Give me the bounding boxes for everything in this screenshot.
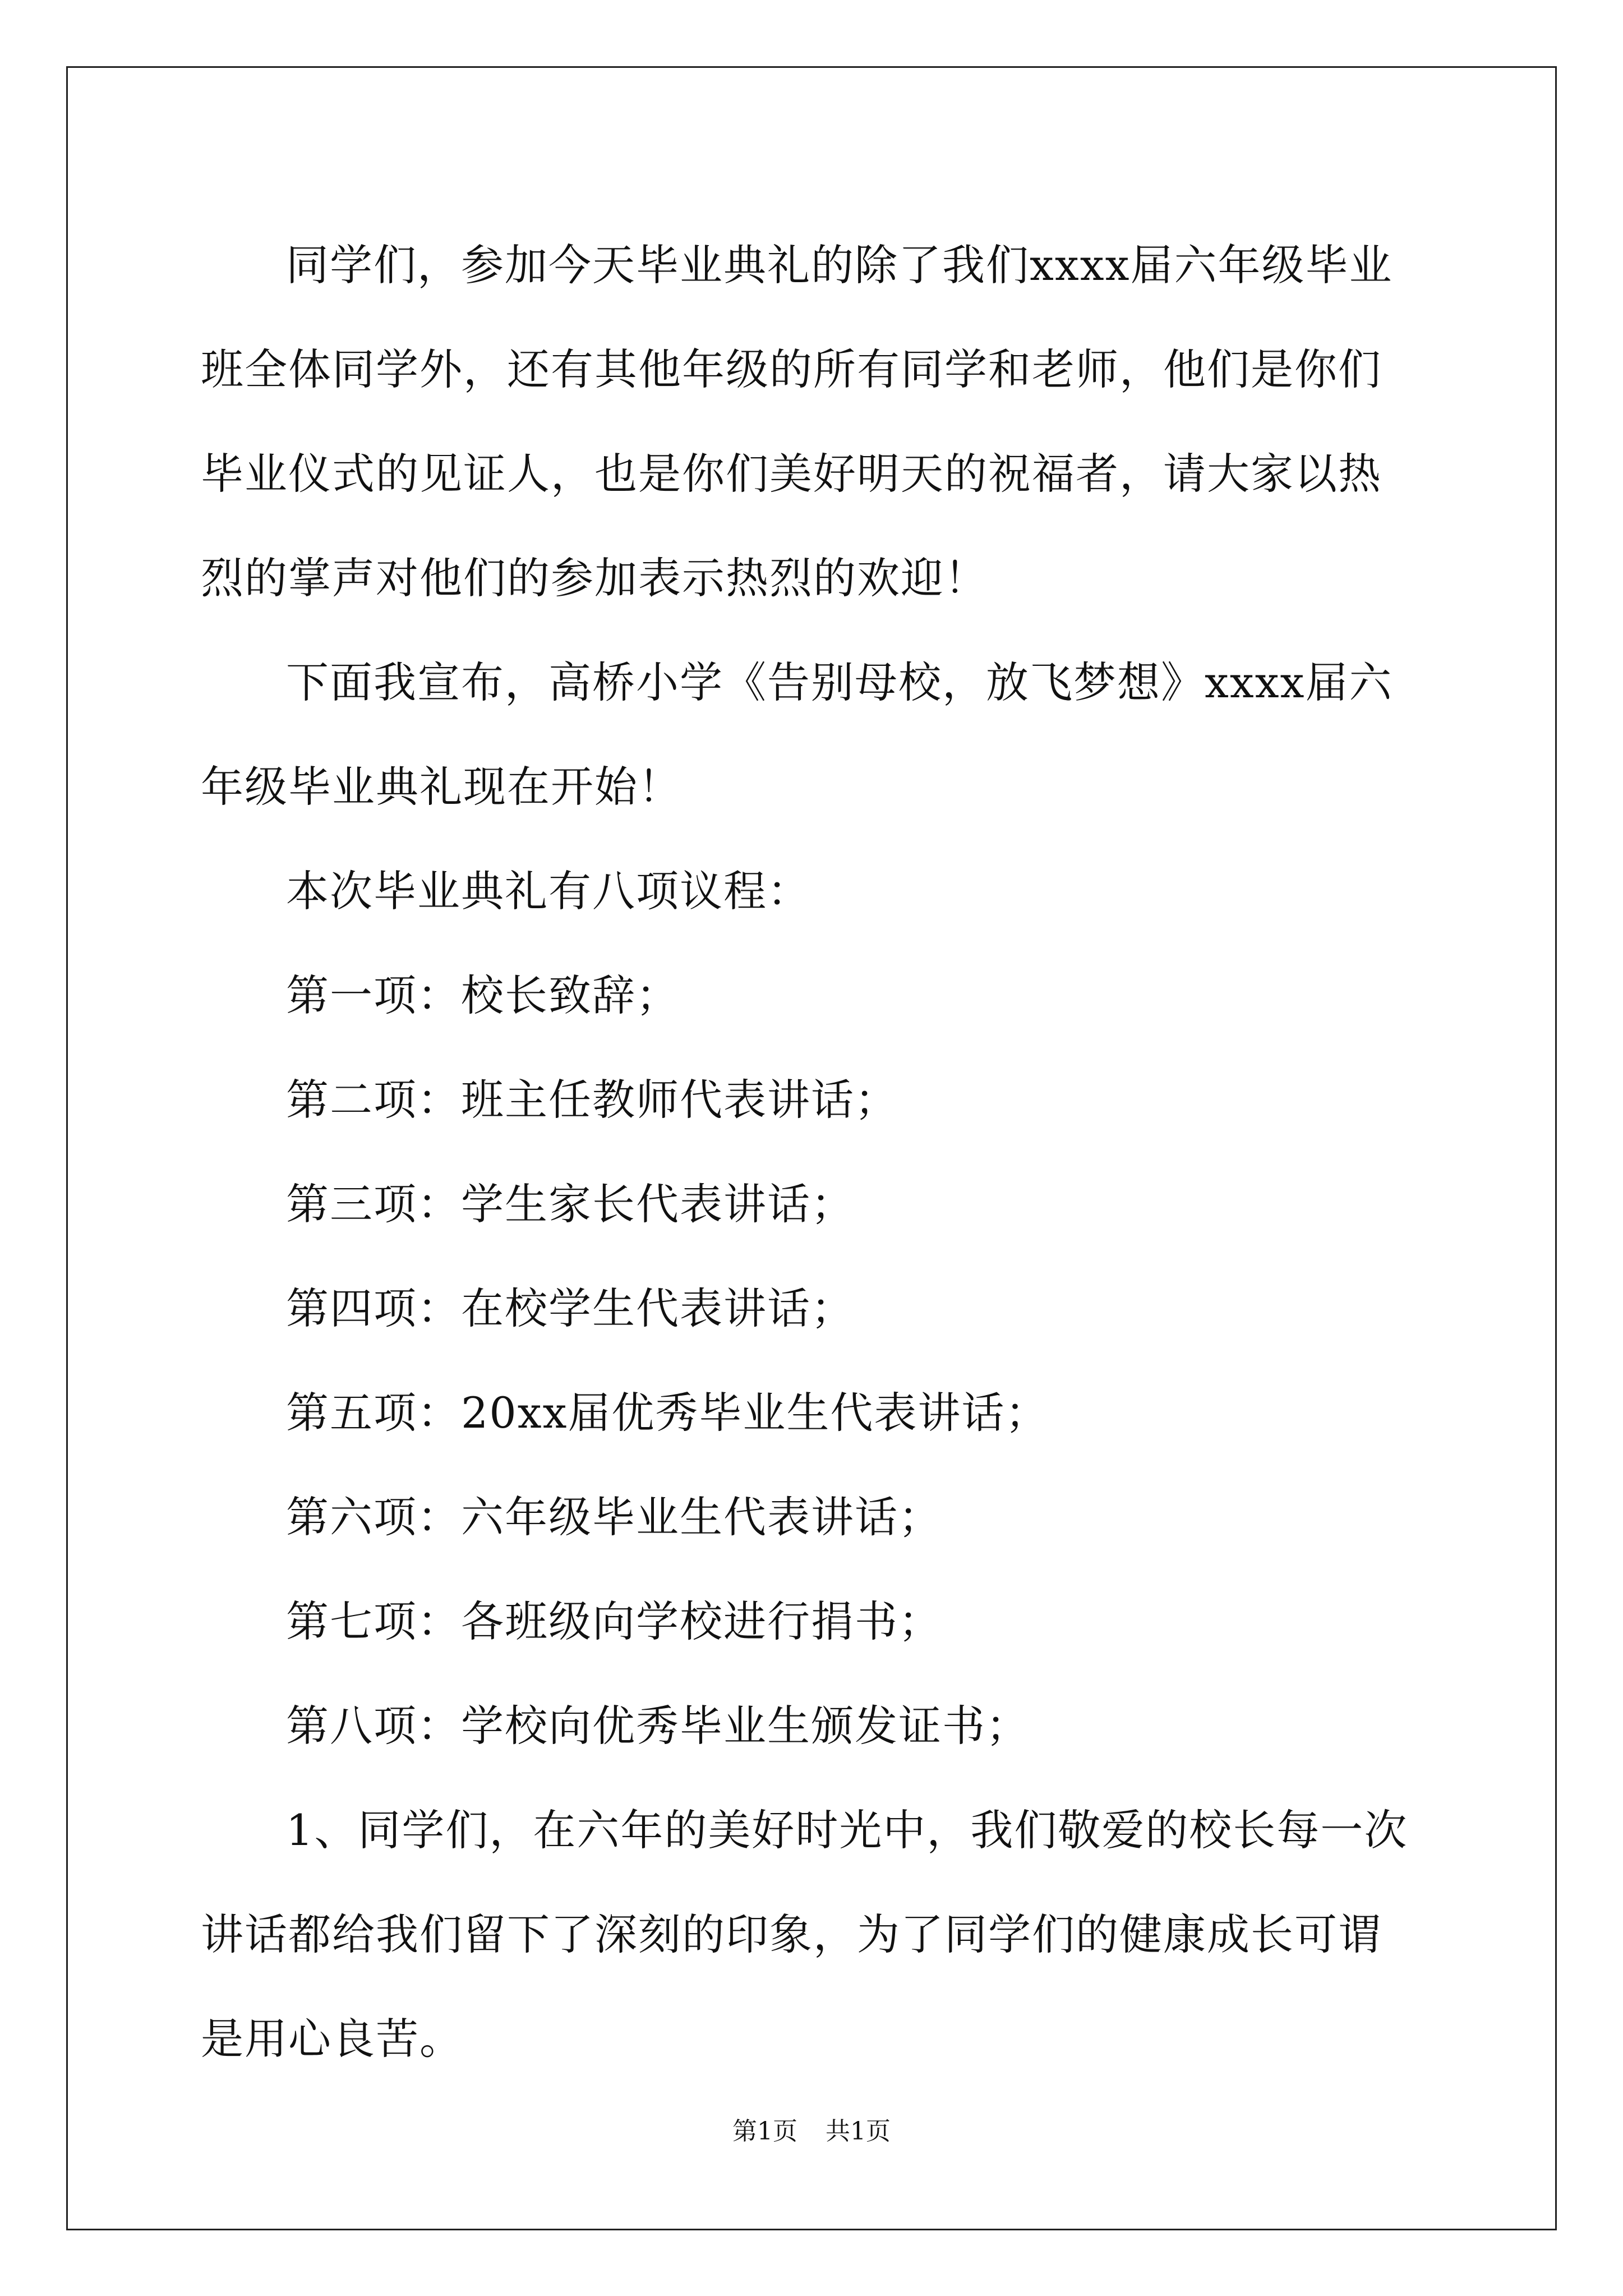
page-footer: [0, 2115, 1623, 2148]
agenda-item-4: 第四项：在校学生代表讲话；: [286, 1283, 855, 1333]
agenda-item-1: 第一项：校长致辞；: [286, 970, 680, 1020]
document-body: [201, 213, 1423, 2091]
agenda-item-7: 第七项：各班级向学校进行捐书；: [286, 1596, 942, 1646]
paragraph-announcement: 下面我宣布，高桥小学《告别母校，放飞梦想》xxxx届六年级毕业典礼现在开始！: [201, 657, 1393, 812]
agenda-item-5: 第五项：20xx届优秀毕业生代表讲话；: [286, 1388, 1049, 1438]
agenda-item-2: 第二项：班主任教师代表讲话；: [286, 1075, 898, 1125]
agenda-item-3: 第三项：学生家长代表讲话；: [286, 1179, 855, 1229]
page-number-current: 第1页: [732, 2117, 797, 2146]
paragraph-welcome: 同学们，参加今天毕业典礼的除了我们xxxx届六年级毕业班全体同学外，还有其他年级的所有同学和老师，他们是你们毕业仪式的见证人，也是你们美好明天的祝福者，请大家以热烈的掌声对他们的参加表示热烈的欢迎！: [201, 240, 1393, 603]
paragraph-agenda-intro: 本次毕业典礼有八项议程：: [286, 866, 811, 916]
agenda-item-8: 第八项：学校向优秀毕业生颁发证书；: [286, 1701, 1030, 1751]
agenda-item-6: 第六项：六年级毕业生代表讲话；: [286, 1492, 942, 1542]
paragraph-principal-intro: 1、同学们，在六年的美好时光中，我们敬爱的校长每一次讲话都给我们留下了深刻的印象，为了同学们的健康成长可谓是用心良苦。: [201, 1805, 1408, 2064]
page-number-total: 共1页: [826, 2117, 891, 2146]
